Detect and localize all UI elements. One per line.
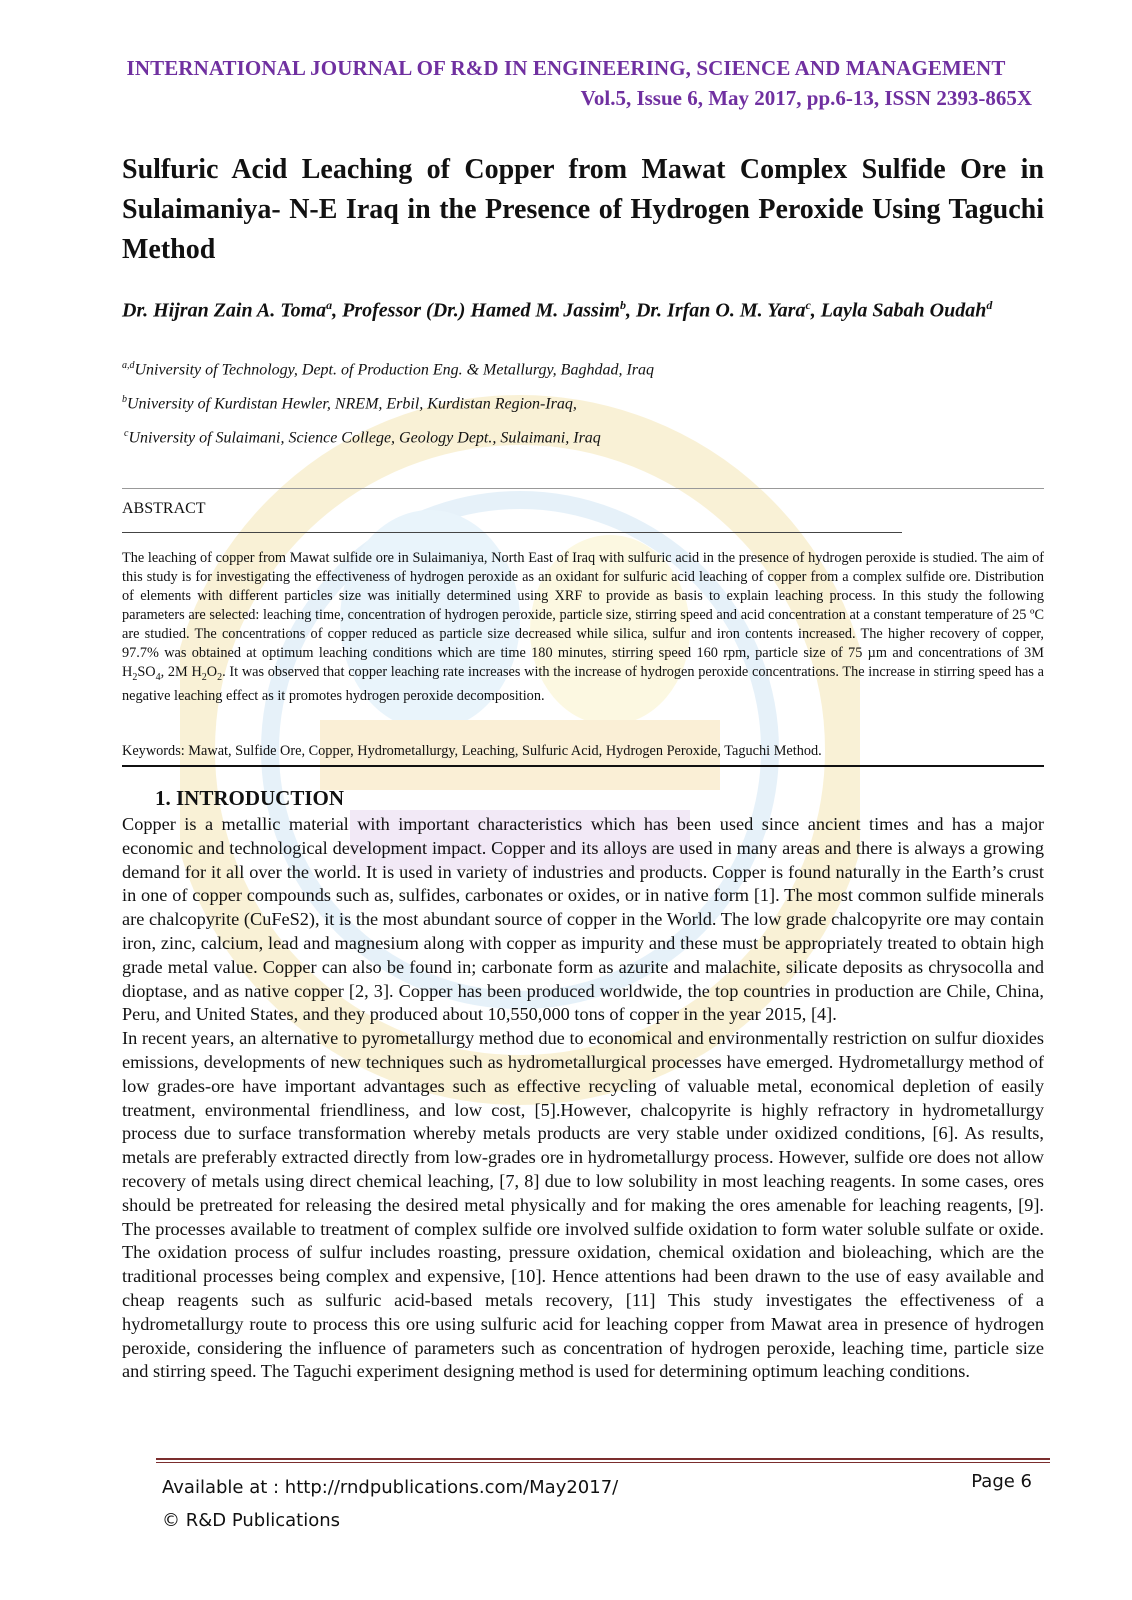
author-affil-mark: b — [619, 298, 626, 312]
footer-info — [162, 1471, 618, 1537]
author-affil-mark: c — [805, 298, 811, 312]
author-list: Dr. Hijran Zain A. Toma$^a$, Professor (Dr.) Hamed M. Jassim$^b$, Dr. Irfan O. M. Yara$^c$, Layla Sabah Oudah$^d$ — [122, 298, 993, 322]
author-affil-mark: d — [986, 298, 993, 312]
author-name: Dr. Irfan O. M. Yara — [635, 299, 806, 322]
affiliation: $^{a,d}$University of Technology, Dept. of Production Eng. & Metallurgy, Baghdad, Iraq — [122, 360, 654, 379]
paragraph: Copper is a metallic material with important characteristics which has been used since ancient times and has a major economic and technological development impact. Copper and its alloys are used in many areas and there is always a growing demand for it all over the world. It is used in variety of industries and products. Copper is found naturally in the Earth’s crust in one of copper compounds such as, sulfides, carbonates or oxides, or in native form [1]. The most common sulfide minerals are chalcopyrite (CuFeS2), it is the most abundant source of copper in the World. The low grade chalcopyrite ore may contain iron, zinc, calcium, lead and magnesium along with copper as impurity and these must be appropriately treated to obtain high grade metal value. Copper can also be found in; carbonate form as azurite and malachite, silicate deposits as chrysocolla and dioptase, and as native copper [2, 3]. Copper has been produced worldwide, the top countries in production are Chile, China, Peru, and United States, and they produced about 10,550,000 tons of copper in the year 2015, [4]. — [122, 814, 1044, 1025]
footer-rule — [156, 1462, 1050, 1463]
paper-title: Sulfuric Acid Leaching of Copper from Mawat Complex Sulfide Ore in Sulaimaniya- N-E Iraq in the Presence of Hydrogen Peroxide Using Taguchi Method — [122, 154, 1044, 265]
author-name: Layla Sabah Oudah — [820, 299, 987, 322]
section-heading: 1. INTRODUCTION — [155, 786, 345, 810]
intro-body — [122, 813, 1044, 1384]
keywords: Keywords: Mawat, Sulfide Ore, Copper, Hydrometallurgy, Leaching, Sulfuric Acid, Hydrogen Peroxide, Taguchi Method. — [122, 743, 822, 759]
author-affil-mark: a — [326, 298, 333, 312]
journal-name: INTERNATIONAL JOURNAL OF R&D IN ENGINEERING, SCIENCE AND MANAGEMENT — [126, 56, 1006, 80]
abstract-text: The leaching of copper from Mawat sulfide ore in Sulaimaniya, North East of Iraq with sulfuric acid in the presence of hydrogen peroxide is studied. The aim of this study is for investigating the effectiveness of hydrogen peroxide as an oxidant for sulfuric acid leaching of copper from a complex sulfide ore. Distribution of elements with different particles size was initially determined using XRF to provide as basis to explain leaching process. In this study the following parameters are selected: leaching time, concentration of hydrogen peroxide, particle size, stirring speed and acid concentration at a constant temperature of 25 ºC are studied. The concentrations of copper reduced as particle size decreased while silica, sulfur and iron contents increased. The higher recovery of copper, 97.7% was obtained at optimum leaching conditions which are time 180 minutes, stirring speed 160 rpm, particle size of 75 µm and concentrations of 3M $H_2SO_4$, 2M $H_2O_2$. It was observed that copper leaching rate increases with the increase of hydrogen peroxide concentrations. The increase in stirring speed has a negative leaching effect as it promotes hydrogen peroxide decomposition. — [122, 550, 1044, 704]
footer-copyright: © R&D Publications — [162, 1510, 341, 1531]
author-name: Professor (Dr.) Hamed M. Jassim — [342, 299, 620, 322]
divider — [122, 765, 1044, 767]
abstract-heading: ABSTRACT — [122, 500, 206, 517]
affiliation: $^b$University of Kurdistan Hewler, NREM, Erbil, Kurdistan Region-Iraq, — [122, 394, 577, 413]
divider — [122, 532, 902, 533]
author-name: Dr. Hijran Zain A. Toma — [122, 299, 327, 322]
page-number: Page 6 — [971, 1471, 1032, 1492]
footer-rule — [156, 1458, 1050, 1460]
divider — [122, 488, 1044, 489]
paragraph: In recent years, an alternative to pyrometallurgy method due to economical and environmentally restriction on sulfur dioxides emissions, developments of new techniques such as hydrometallurgical processes have emerged. Hydrometallurgy method of low grades-ore have important advantages such as effective recycling of valuable metal, economical depletion of easily treatment, environmental friendliness, and low cost, [5].However, chalcopyrite is highly refractory in hydrometallurgy process due to surface transformation whereby metals products are very stable under oxidized conditions, [6]. As results, metals are preferably extracted directly from low-grades ore in hydrometallurgy process. However, sulfide ore does not allow recovery of metals using direct chemical leaching, [7, 8] due to low solubility in most leaching reagents. In some cases, ores should be pretreated for releasing the desired metal physically and for making the ores amenable for leaching reagents, [9]. The processes available to treatment of complex sulfide ore involved sulfide oxidation to form water soluble sulfate or oxide. The oxidation process of sulfur includes roasting, pressure oxidation, chemical oxidation and bioleaching, which are the traditional processes being complex and expensive, [10]. Hence attentions had been drawn to the use of easy available and cheap reagents such as sulfuric acid-based metals recovery, [11] This study investigates the effectiveness of a hydrometallurgy route to process this ore using sulfuric acid for leaching copper from Mawat area in presence of hydrogen peroxide, considering the influence of parameters such as concentration of hydrogen peroxide, leaching time, particle size and stirring speed. The Taguchi experiment designing method is used for determining optimum leaching conditions. — [122, 1028, 1044, 1382]
issue-info: Vol.5, Issue 6, May 2017, pp.6-13, ISSN 2393-865X — [580, 86, 1032, 110]
footer-link[interactable]: Available at : http://rndpublications.com/May2017/ — [162, 1477, 619, 1498]
affiliation: $^c$University of Sulaimani, Science College, Geology Dept., Sulaimani, Iraq — [124, 428, 601, 447]
